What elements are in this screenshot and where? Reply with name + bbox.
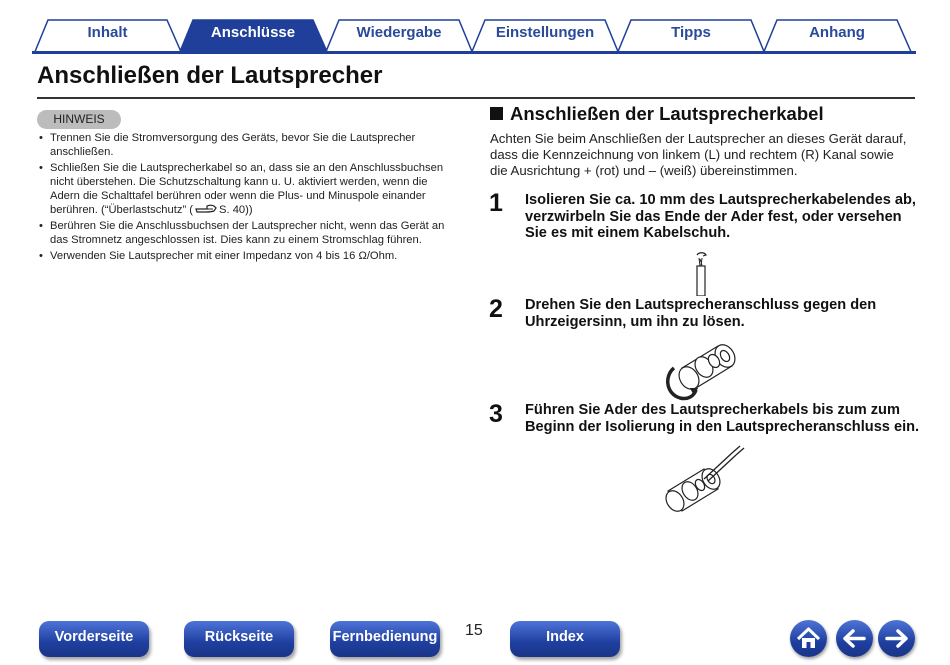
- step-text: Isolieren Sie ca. 10 mm des Lautsprecherkabelendes ab, verzwirbeln Sie das Ende der Ader fest, oder versehen Sie es mit einem Kabelschuh.: [525, 192, 916, 241]
- step-number: 2: [489, 295, 503, 323]
- hinweis-item-text: Schließen Sie die Lautsprecherkabel so an, dass sie an den Anschlussbuchsen nicht überstehen. Die Schutzschaltung kann u. U. aktiviert werden, wenn die Adern die Schalttafel berühren oder wenn die Plus- und Minuspole einander berühren. (“Überlastschutz” (: [50, 162, 444, 216]
- hinweis-item: • Trennen Sie die Stromversorgung des Geräts, bevor Sie die Lautsprecher anschließen.: [37, 131, 457, 159]
- tab-einstellungen[interactable]: Einstellungen: [495, 24, 595, 41]
- index-button[interactable]: Index: [510, 621, 620, 657]
- fernbedienung-button[interactable]: Fernbedienung: [330, 621, 440, 657]
- hinweis-item: • Berühren Sie die Anschlussbuchsen der Lautsprecher nicht, wenn das Gerät an das Stromnetz angeschlossen ist. Dies kann zu einem Stromschlag führen.: [37, 219, 457, 247]
- tab-underline: [32, 51, 916, 54]
- step-text: Drehen Sie den Lautsprecheranschluss gegen den Uhrzeigersinn, um ihn zu lösen.: [525, 297, 877, 330]
- next-page-button[interactable]: [878, 620, 915, 657]
- arrow-left-icon: [836, 620, 873, 657]
- previous-page-button[interactable]: [836, 620, 873, 657]
- wire-insert-illustration: [660, 445, 745, 515]
- hinweis-item: [37, 161, 457, 217]
- hinweis-badge: HINWEIS: [37, 110, 121, 129]
- rueckseite-button[interactable]: Rückseite: [184, 621, 294, 657]
- vorderseite-button[interactable]: Vorderseite: [39, 621, 149, 657]
- tab-tipps[interactable]: Tipps: [671, 24, 711, 41]
- step-text: Führen Sie Ader des Lautsprecherkabels bis zum zum Beginn der Isolierung in den Lautsprecheranschluss ein.: [525, 402, 920, 435]
- page-ref-link[interactable]: S. 40)): [219, 204, 253, 216]
- home-icon: [790, 620, 827, 657]
- terminal-loosen-illustration: [660, 338, 745, 402]
- title-divider: [37, 97, 915, 99]
- tab-bar: [32, 18, 916, 54]
- hinweis-item: • Verwenden Sie Lautsprecher mit einer Impedanz von 4 bis 16 Ω/Ohm.: [37, 249, 457, 263]
- section-heading-text: Anschließen der Lautsprecherkabel: [510, 103, 824, 124]
- page-title: Anschließen der Lautsprecher: [37, 62, 383, 89]
- step-number: 1: [489, 189, 503, 217]
- page-number: 15: [465, 622, 483, 639]
- square-bullet-icon: [490, 107, 503, 120]
- tab-anschluesse[interactable]: Anschlüsse: [210, 24, 296, 41]
- home-button[interactable]: [790, 620, 827, 657]
- tab-wiedergabe[interactable]: Wiedergabe: [356, 24, 442, 41]
- stripped-wire-illustration: [690, 250, 712, 296]
- section-heading: [490, 103, 824, 125]
- tab-anhang[interactable]: Anhang: [809, 24, 865, 41]
- hinweis-list: [37, 131, 457, 265]
- step-number: 3: [489, 400, 503, 428]
- tab-inhalt[interactable]: Inhalt: [87, 24, 128, 41]
- arrow-right-icon: [878, 620, 915, 657]
- section-intro: Achten Sie beim Anschließen der Lautsprecher an dieses Gerät darauf, dass die Kennzeichnung von linkem (L) und rechtem (R) Kanal sowie die Ausrichtung + (rot) und – (weiß) übereinstimmen.: [490, 131, 907, 178]
- pointing-hand-icon: [195, 203, 217, 214]
